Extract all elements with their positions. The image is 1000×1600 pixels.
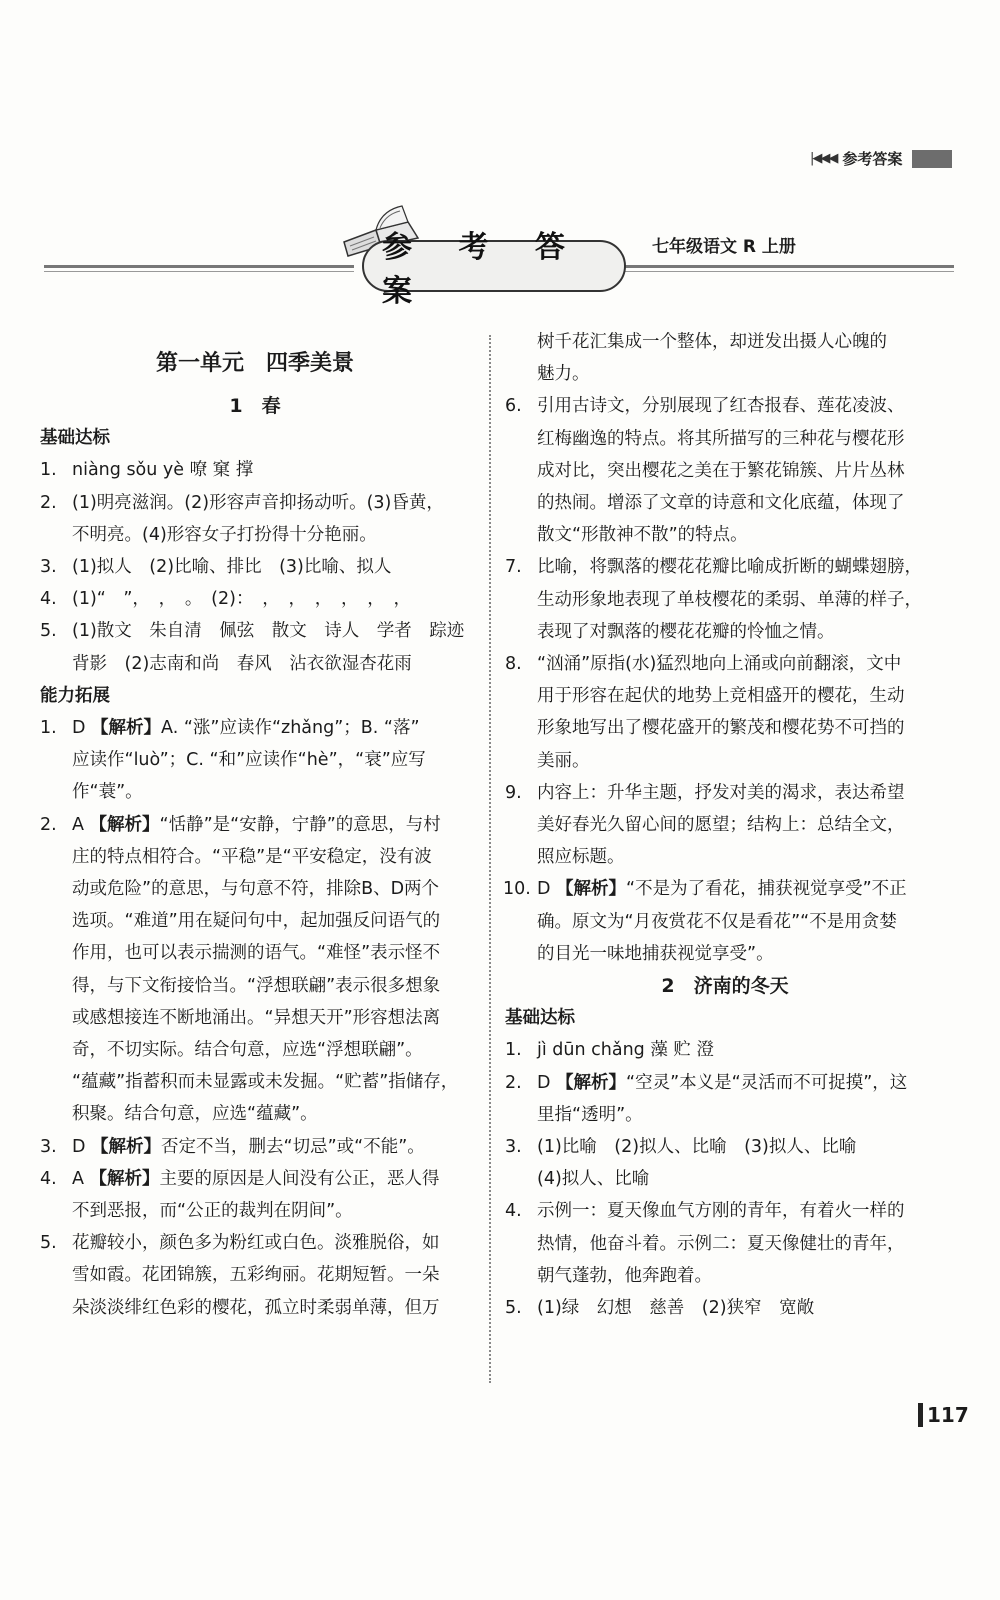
item-number: 1.: [40, 460, 57, 481]
answer-text: 美丽。: [537, 750, 590, 771]
answer-item: [505, 1067, 945, 1099]
answer-text: 的热闹。增添了文章的诗意和文化底蕴，体现了: [537, 493, 905, 514]
item-number: 6.: [505, 396, 522, 417]
answer-text: jì dūn chǎng 藻 贮 澄: [537, 1040, 714, 1061]
answer-text: 得，与下文衔接恰当。“浮想联翩”表示很多想象: [72, 975, 441, 996]
answer-item: [40, 454, 470, 486]
item-number: 8.: [505, 654, 522, 675]
answer-item: [505, 648, 945, 680]
answer-text: 照应标题。: [537, 847, 625, 868]
analysis-marker: 【解析】: [556, 879, 627, 900]
header-rule-left-thin: [44, 271, 354, 272]
grade-label: 七年级语文 R 上册: [652, 237, 796, 257]
answer-text: 不到恶报，而“公正的裁判在阴间”。: [72, 1201, 353, 1222]
section-heading: 基础达标: [505, 1008, 575, 1029]
item-number: 5.: [40, 621, 57, 642]
section-tab: [810, 148, 952, 169]
answer-text: 的目光一味地捕获视觉享受”。: [537, 943, 774, 964]
answer-text: D 【解析】否定不当，删去“切忌”或“不能”。: [72, 1136, 425, 1157]
banner-title: 参 考 答 案: [382, 230, 583, 309]
item-number: 2.: [505, 1072, 522, 1093]
answer-text: D 【解析】“不是为了看花，捕获视觉享受”不正: [537, 879, 907, 900]
answer-text: 内容上：升华主题，抒发对美的渴求，表达希望: [537, 782, 905, 803]
answer-item: [40, 1163, 470, 1195]
lesson-title: 1 春: [229, 395, 281, 417]
left-column: [40, 330, 470, 1324]
right-lines: [505, 326, 945, 1324]
answer-text: 选项。“难道”用在疑问句中，起加强反问语气的: [72, 911, 441, 932]
item-number: 9.: [505, 782, 522, 803]
answer-item: [505, 1195, 945, 1227]
answer-text: niàng sǒu yè 嘹 窠 撑: [72, 460, 254, 481]
answer-text: 花瓣较小，颜色多为粉红或白色。淡雅脱俗，如: [72, 1233, 440, 1254]
answer-text: 雪如霞。花团锦簇，五彩绚丽。花期短暂。一朵: [72, 1265, 440, 1286]
answer-text: 应读作“luò”；C. “和”应读作“hè”，“衰”应写: [72, 750, 426, 771]
item-number: 4.: [40, 1168, 57, 1189]
item-number: 1.: [40, 718, 57, 739]
section-tab-label: 参考答案: [842, 150, 903, 168]
answer-item: [40, 583, 470, 615]
answer-text: D 【解析】“空灵”本义是“灵活而不可捉摸”，这: [537, 1072, 908, 1093]
answer-text: 用于形容在起伏的地势上竞相盛开的樱花，生动: [537, 686, 905, 707]
tab-bar-decoration: [912, 150, 952, 168]
header-rule-right: [622, 265, 954, 268]
column-divider: [489, 335, 491, 1383]
item-number: 4.: [40, 589, 57, 610]
answer-text: 树千花汇集成一个整体，却迸发出摄人心魄的: [537, 332, 887, 352]
answer-text: 美好春光久留心间的愿望；结构上：总结全文，: [537, 815, 905, 836]
unit-title: 第一单元 四季美景: [155, 351, 354, 376]
answer-item: [40, 809, 470, 841]
answer-text: 红梅幽逸的特点。将其所描写的三种花与樱花形: [537, 428, 905, 449]
answer-text: 形象地写出了樱花盛开的繁茂和樱花势不可挡的: [537, 718, 905, 739]
answer-text: 比喻，将飘落的樱花花瓣比喻成折断的蝴蝶翅膀，: [537, 557, 922, 578]
left-lines: [40, 390, 470, 1324]
item-number: 2.: [40, 492, 57, 513]
answer-text: 热情，他奋斗着。示例二：夏天像健壮的青年，: [537, 1233, 905, 1254]
answer-item: [40, 487, 470, 519]
answer-text: “蕴藏”指蓄积而未显露或未发掘。“贮蓄”指储存，: [72, 1072, 459, 1093]
answer-text: 示例一：夏天像血气方刚的青年，有着火一样的: [537, 1201, 905, 1222]
answer-item: [505, 1034, 945, 1066]
item-number: 7.: [505, 557, 522, 578]
answer-text: 确。原文为“月夜赏花不仅是看花”“不是用贪婪: [537, 911, 897, 932]
section-heading: 基础达标: [40, 428, 110, 449]
answer-text: 生动形象地表现了单枝樱花的柔弱、单薄的样子，: [537, 589, 922, 610]
lesson-title: 2 济南的冬天: [661, 975, 789, 998]
item-number: 5.: [40, 1233, 57, 1254]
answer-text: (1)拟人 (2)比喻、排比 (3)比喻、拟人: [72, 557, 392, 578]
section-heading: 能力拓展: [40, 685, 110, 706]
answer-text: 奇，不切实际。结合句意，应选“浮想联翩”。: [72, 1040, 423, 1061]
answer-item: [505, 1131, 945, 1163]
answer-item: [40, 1227, 470, 1259]
answer-item: [505, 551, 945, 583]
answer-text: 里指“透明”。: [537, 1104, 643, 1125]
item-number: 3.: [40, 557, 57, 578]
header-rule-left: [44, 265, 354, 268]
item-number: 5.: [505, 1298, 522, 1319]
answer-text: 引用古诗文，分别展现了红杏报春、莲花凌波、: [537, 396, 905, 417]
analysis-marker: 【解析】: [89, 1168, 160, 1189]
answer-item: [505, 873, 945, 905]
answer-text: “汹涌”原指(水)猛烈地向上涌或向前翻滚，文中: [537, 654, 902, 675]
answer-text: 庄的特点相符合。“平稳”是“平安稳定，没有波: [72, 846, 432, 867]
page-number-text: 117: [927, 1403, 969, 1427]
answer-text: A 【解析】“恬静”是“安静，宁静”的意思，与村: [72, 814, 441, 835]
analysis-marker: 【解析】: [89, 814, 160, 835]
answer-text: (1)明亮滋润。(2)形容声音抑扬动听。(3)昏黄，: [72, 492, 444, 513]
answer-text: 作用，也可以表示揣测的语气。“难怪”表示怪不: [72, 943, 441, 964]
answer-text: D 【解析】A. “涨”应读作“zhǎng”；B. “落”: [72, 718, 420, 739]
answer-text: 表现了对飘落的樱花花瓣的怜恤之情。: [537, 621, 835, 642]
answer-text: 散文“形散神不散”的特点。: [537, 525, 748, 546]
answer-text: 魅力。: [537, 364, 590, 385]
page-mark-decoration: [918, 1403, 923, 1427]
answer-text: 积聚。结合句意，应选“蕴藏”。: [72, 1104, 318, 1125]
answer-text: 动或危险”的意思，与句意不符，排除B、D两个: [72, 879, 440, 900]
answer-text: (1)“ ”， ， 。 (2)： ， ， ， ， ， ，: [72, 589, 411, 610]
answer-text: (4)拟人、比喻: [537, 1169, 650, 1190]
analysis-marker: 【解析】: [91, 1136, 162, 1157]
item-number: 2.: [40, 814, 57, 835]
page-number: [918, 1403, 969, 1427]
answer-text: A 【解析】主要的原因是人间没有公正，恶人得: [72, 1168, 440, 1189]
answer-text: 背影 (2)志南和尚 春风 沾衣欲湿杏花雨: [72, 653, 412, 674]
answer-text: (1)散文 朱自清 佩弦 散文 诗人 学者 踪迹: [72, 621, 465, 642]
item-number: 3.: [505, 1137, 522, 1158]
answer-item: [505, 777, 945, 809]
answer-text: 朵淡淡绯红色彩的樱花，孤立时柔弱单薄，但万: [72, 1297, 440, 1318]
analysis-marker: 【解析】: [556, 1072, 627, 1093]
item-number: 3.: [40, 1136, 57, 1157]
item-number: 10.: [503, 879, 531, 900]
right-column: [505, 326, 945, 1324]
answer-item: [505, 390, 945, 422]
analysis-marker: 【解析】: [91, 718, 162, 739]
answer-text: 或感想接连不断地涌出。“异想天开”形容想法离: [72, 1007, 441, 1028]
answer-item: [40, 712, 470, 744]
answer-item: [40, 1131, 470, 1163]
answer-item: [505, 1292, 945, 1324]
answer-text: 作“蓑”。: [72, 782, 143, 803]
answer-text: (1)绿 幻想 慈善 (2)狭窄 宽敞: [537, 1298, 815, 1319]
answer-text: 成对比，突出樱花之美在于繁花锦簇、片片丛林: [537, 460, 905, 481]
answer-text: 不明亮。(4)形容女子打扮得十分艳丽。: [72, 524, 377, 545]
answer-item: [40, 615, 470, 647]
header-rule-right-thin: [622, 271, 954, 272]
answer-text: 朝气蓬勃，他奔跑着。: [537, 1265, 712, 1286]
answer-item: [40, 551, 470, 583]
back-arrows-icon: |◀◀◀: [810, 151, 837, 166]
item-number: 4.: [505, 1201, 522, 1222]
item-number: 1.: [505, 1040, 522, 1061]
answer-text: (1)比喻 (2)拟人、比喻 (3)拟人、比喻: [537, 1137, 857, 1158]
answer-banner: [362, 230, 626, 309]
